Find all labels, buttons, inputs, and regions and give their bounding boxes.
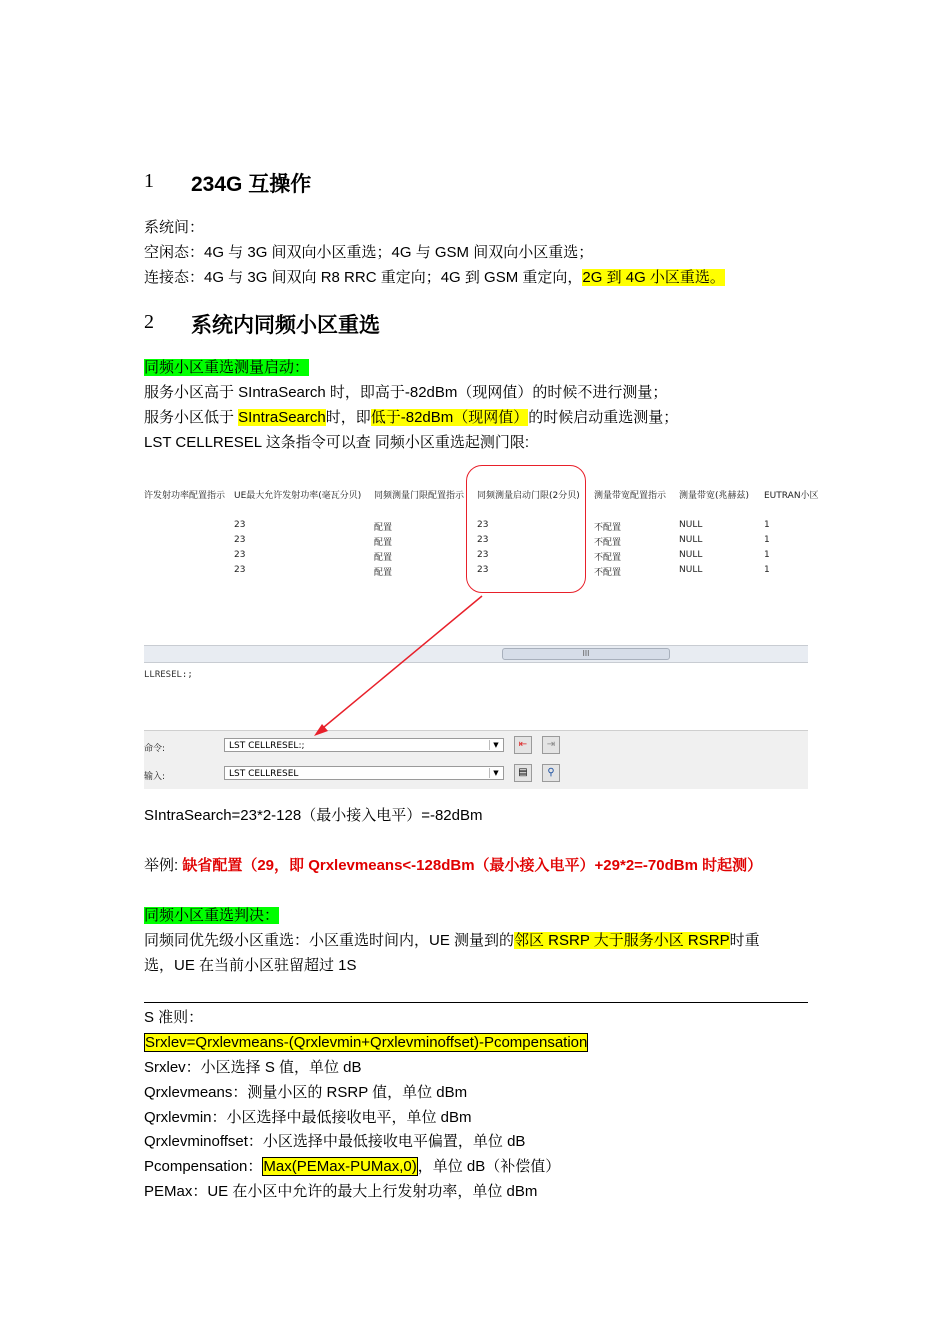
column-header: 同频测量启动门限(2分贝) (477, 491, 580, 501)
table-cell: 1 (764, 550, 770, 560)
column-header: 测量带宽(兆赫兹) (679, 491, 750, 501)
highlighted-text: 2G 到 4G 小区重选。 (582, 269, 725, 286)
table-cell: 配置 (374, 538, 393, 548)
combobox-value: LST CELLRESEL (229, 769, 299, 779)
table-cell: 配置 (374, 553, 393, 563)
text-run: 时，即 (325, 409, 371, 426)
input-label: 输入: (144, 772, 166, 782)
text-run: ，单位 dB（补偿值） (417, 1158, 561, 1175)
table-cell: 1 (764, 535, 770, 545)
section-number: 2 (144, 311, 154, 333)
text-run: 同频同优先级小区重选：小区重选时间内，UE 测量到的 (144, 932, 515, 949)
run-icon[interactable]: ⚲ (542, 764, 560, 782)
paragraph-line: Qrxlevmin：小区选择中最低接收电平，单位 dBm (144, 1109, 472, 1126)
table-cell: 1 (764, 565, 770, 575)
table-cell: 不配置 (594, 523, 622, 533)
table-cell: 23 (234, 550, 246, 560)
table-cell: 23 (477, 520, 489, 530)
text-run: 服务小区低于 (144, 409, 239, 426)
dropdown-arrow-icon[interactable]: ▼ (489, 768, 502, 778)
paragraph-line: 空闲态：4G 与 3G 间双向小区重选；4G 与 GSM 间双向小区重选； (144, 244, 594, 261)
section-title: 234G 互操作 (191, 173, 312, 196)
text-run: 时重 (729, 932, 760, 949)
dropdown-arrow-icon[interactable]: ▼ (489, 740, 502, 750)
paragraph-line: Qrxlevminoffset：小区选择中最低接收电平偏置，单位 dB (144, 1133, 526, 1150)
highlighted-text: 低于-82dBm（现网值） (370, 409, 529, 426)
paragraph-line: 服务小区高于 SIntraSearch 时，即高于-82dBm（现网值）的时候不进行测量； (144, 384, 668, 401)
table-cell: 23 (477, 535, 489, 545)
table-cell: 23 (234, 535, 246, 545)
section-number: 1 (144, 170, 154, 192)
table-cell: 配置 (374, 568, 393, 578)
table-cell: 不配置 (594, 553, 622, 563)
red-bold-text: 缺省配置（29，即 Qrxlevmeans<-128dBm（最小接入电平）+29*2=-70dBm 时起测） (182, 857, 763, 874)
table-cell: 不配置 (594, 538, 622, 548)
table-cell: NULL (679, 565, 703, 575)
highlighted-text: 邻区 RSRP 大于服务小区 RSRP (514, 932, 730, 949)
paragraph-line: PEMax：UE 在小区中允许的最大上行发射功率，单位 dBm (144, 1183, 538, 1200)
highlighted-text: SIntraSearch (238, 409, 326, 426)
paragraph-line: Qrxlevmeans：测量小区的 RSRP 值，单位 dBm (144, 1084, 468, 1101)
table-cell: NULL (679, 520, 703, 530)
text-run: 连接态：4G 与 3G 间双向 R8 RRC 重定向；4G 到 GSM 重定向， (144, 269, 583, 286)
column-header: 同频测量门限配置指示 (374, 491, 465, 501)
paragraph-line: LST CELLRESEL 这条指令可以查 同频小区重选起测门限: (144, 434, 530, 451)
text-run: 举例: (144, 857, 183, 874)
formula-line: SIntraSearch=23*2-128（最小接入电平）=-82dBm (144, 807, 483, 824)
table-cell: NULL (679, 550, 703, 560)
arrow-line (318, 596, 482, 732)
green-highlight-title: 同频小区重选判决： (144, 907, 280, 924)
command-label: 命令: (144, 744, 166, 754)
table-cell: 配置 (374, 523, 393, 533)
paragraph-line: 选，UE 在当前小区驻留超过 1S (144, 957, 357, 974)
next-button[interactable]: ⇥ (542, 736, 560, 754)
text-run: Pcompensation： (144, 1158, 263, 1175)
text-run: 的时候启动重选测量； (528, 409, 679, 426)
table-cell: 23 (477, 550, 489, 560)
table-cell: 23 (234, 520, 246, 530)
table-cell: 不配置 (594, 568, 622, 578)
column-header: UE最大允许发射功率(毫瓦分贝) (234, 491, 362, 501)
column-header: 测量带宽配置指示 (594, 491, 667, 501)
table-cell: 23 (477, 565, 489, 575)
output-text: LLRESEL:; (144, 670, 193, 680)
column-header: EUTRAN小区 (764, 491, 819, 501)
paragraph-line: S 准则： (144, 1009, 204, 1026)
window-icon[interactable]: ▤ (514, 764, 532, 782)
paragraph-line: 系统间： (144, 219, 205, 236)
paragraph-line: Srxlev：小区选择 S 值，单位 dB (144, 1059, 362, 1076)
boxed-formula: Max(PEMax-PUMax,0) (263, 1158, 417, 1175)
boxed-formula: Srxlev=Qrxlevmeans-(Qrxlevmin+Qrxlevminoffset)-Pcompensation (145, 1034, 588, 1051)
green-highlight-title: 同频小区重选测量启动： (144, 359, 310, 376)
scrollbar-thumb[interactable]: III (502, 648, 670, 660)
table-cell: 23 (234, 565, 246, 575)
combobox-value: LST CELLRESEL:; (229, 741, 305, 751)
section-title: 系统内同频小区重选 (191, 314, 380, 337)
column-header: 许发射功率配置指示 (144, 491, 226, 501)
table-cell: NULL (679, 535, 703, 545)
execute-button[interactable]: ⇤ (514, 736, 532, 754)
table-cell: 1 (764, 520, 770, 530)
